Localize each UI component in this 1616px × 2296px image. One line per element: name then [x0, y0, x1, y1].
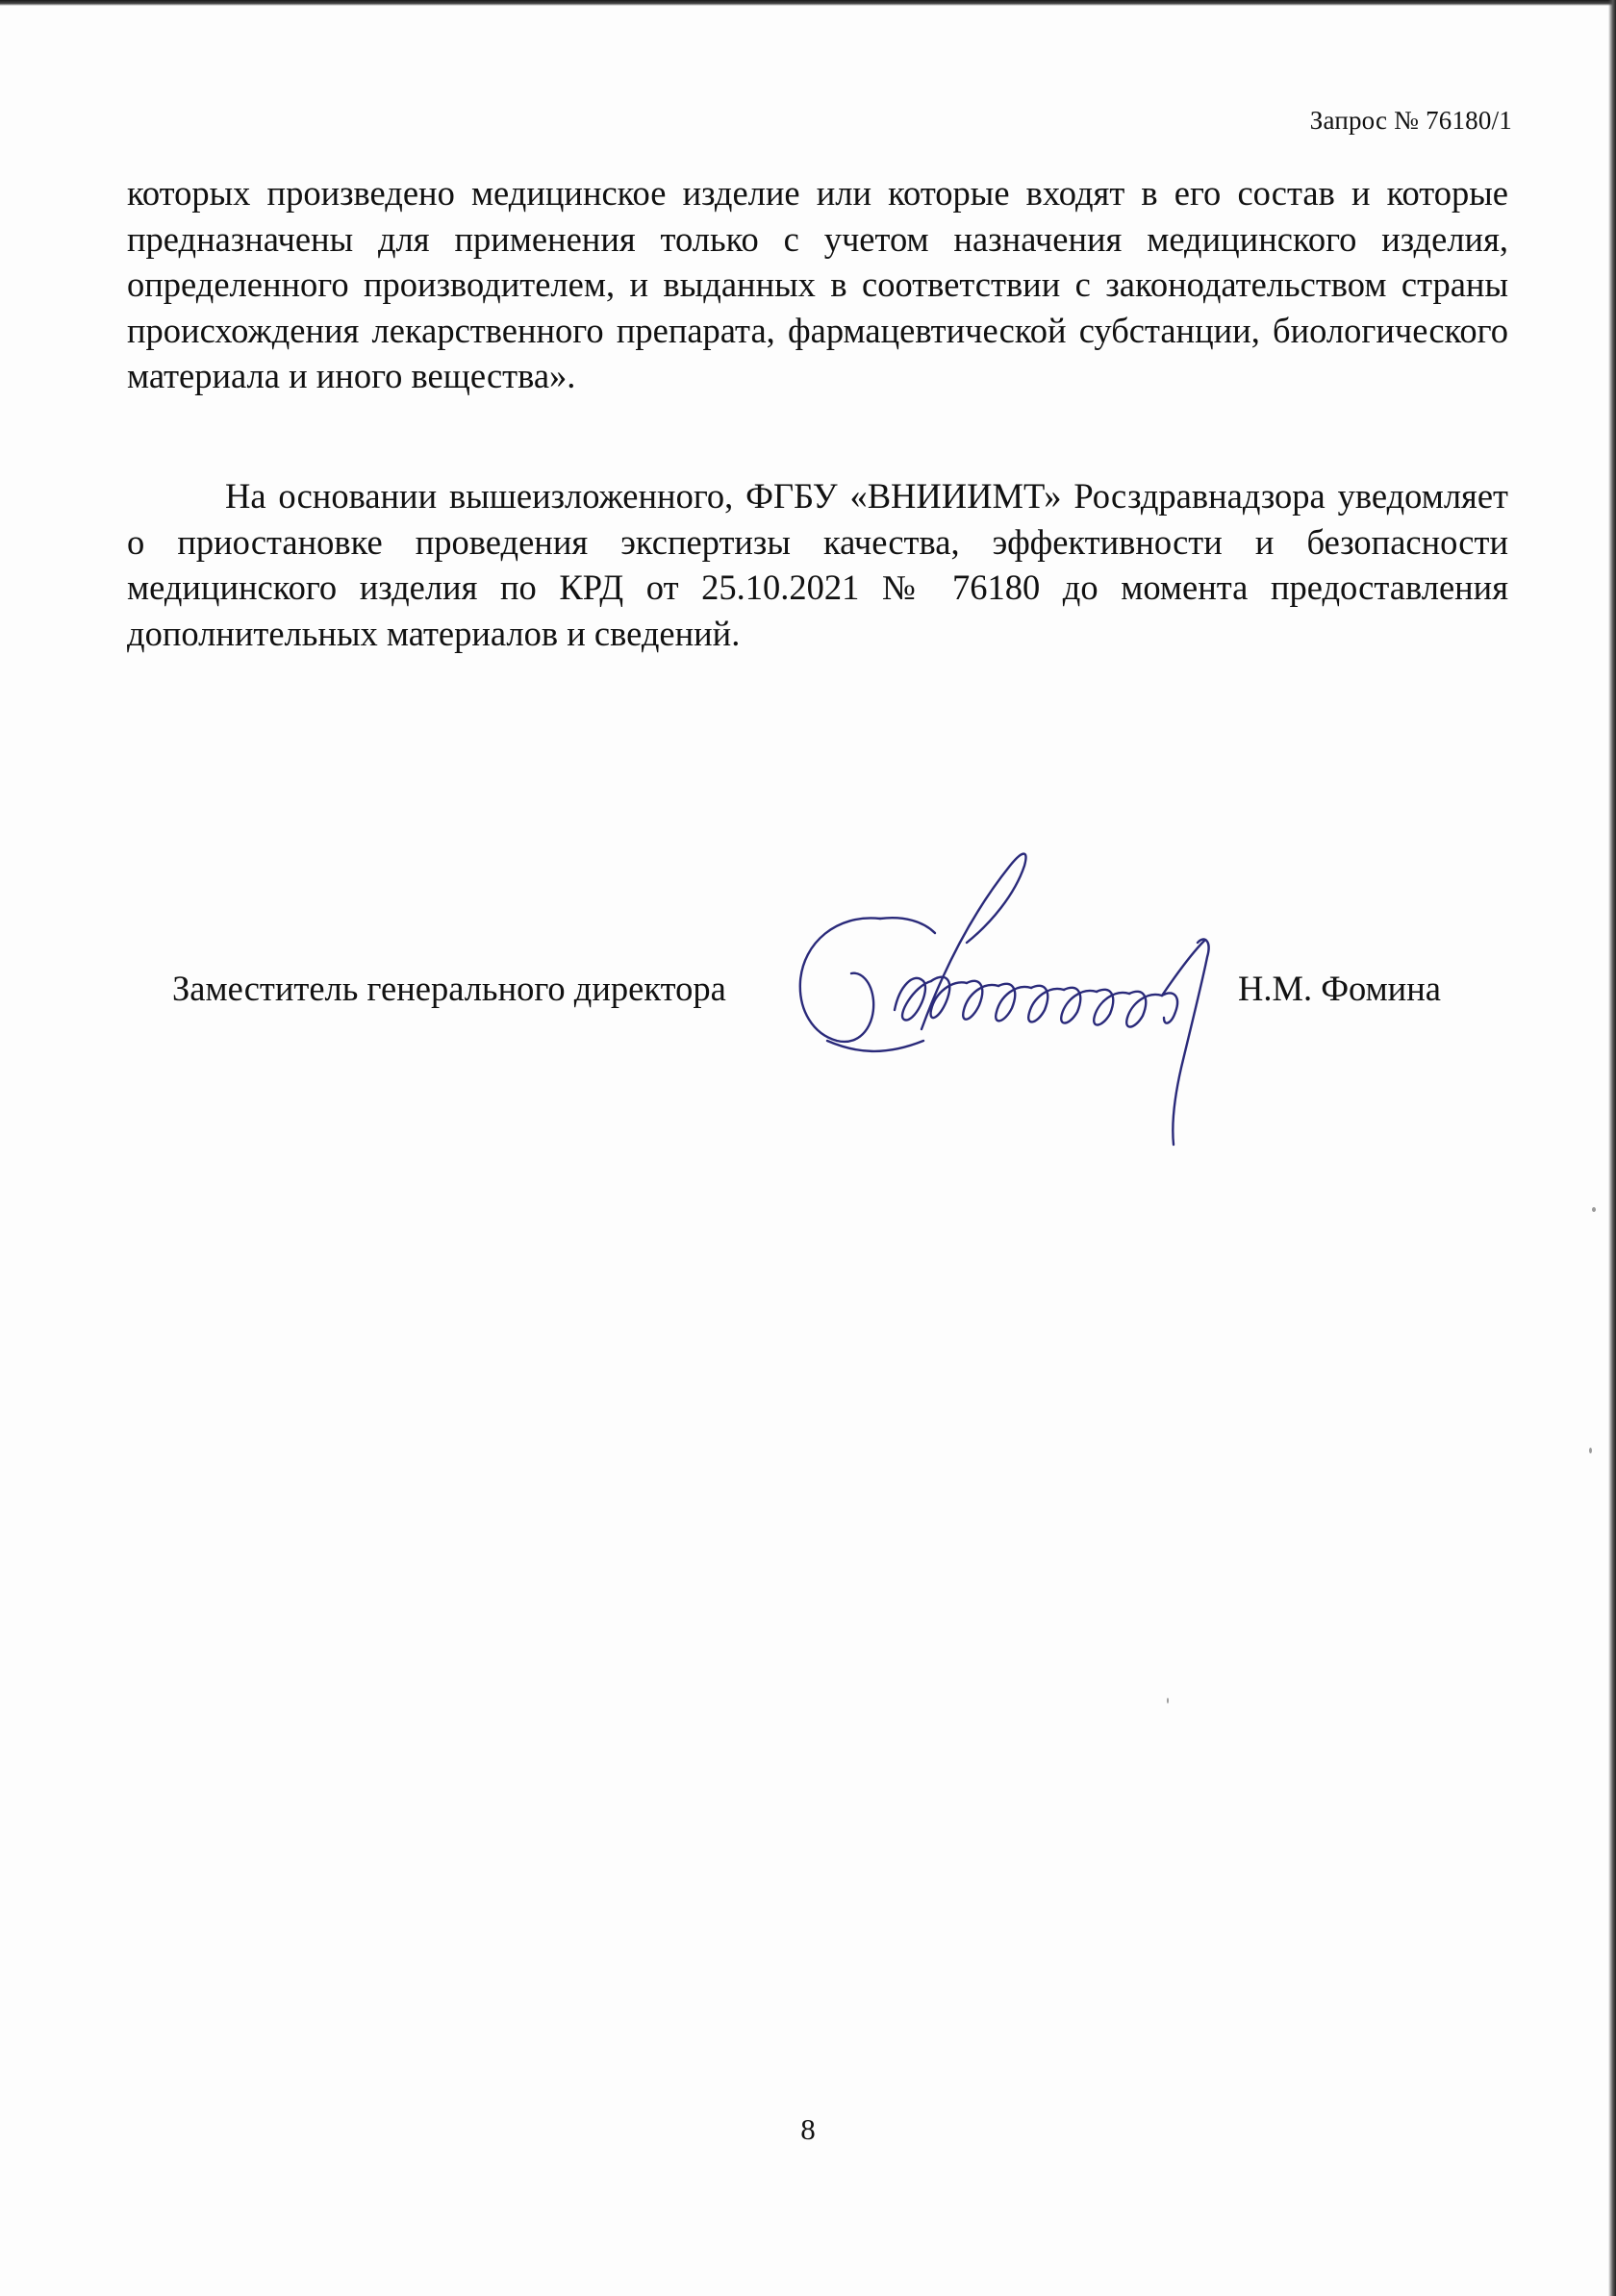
page-number: 8 [800, 2112, 816, 2146]
scan-speck [1592, 1207, 1596, 1212]
scan-right-edge [1608, 0, 1616, 2296]
signer-name: Н.М. Фомина [1238, 969, 1441, 1008]
scan-speck [1167, 1698, 1169, 1703]
scan-speck [1589, 1448, 1592, 1453]
scan-top-edge [0, 0, 1616, 6]
paragraph-continuation: которых произведено медицинское изделие или которые входят в его состав и которые предназначены для применения только с учетом назначения медицинского изделия, определенного производителем, и выданных в соответствии с законодательством страны происхождения лекарственного препарата, фармацевтической субстанции, биологического материала и иного вещества». [127, 173, 1508, 395]
paragraph-conclusion: На основании вышеизложенного, ФГБУ «ВНИИИМТ» Росздравнадзора уведомляет о приостановке проведения экспертизы качества, эффективности и безопасности медицинского изделия по КРД от 25.10.2021 № 76180 до момента предоставления дополнительных материалов и сведений. [127, 476, 1508, 653]
handwritten-signature [770, 827, 1270, 1154]
signer-position: Заместитель генерального директора [172, 969, 726, 1008]
request-number: Запрос № 76180/1 [1309, 106, 1512, 135]
